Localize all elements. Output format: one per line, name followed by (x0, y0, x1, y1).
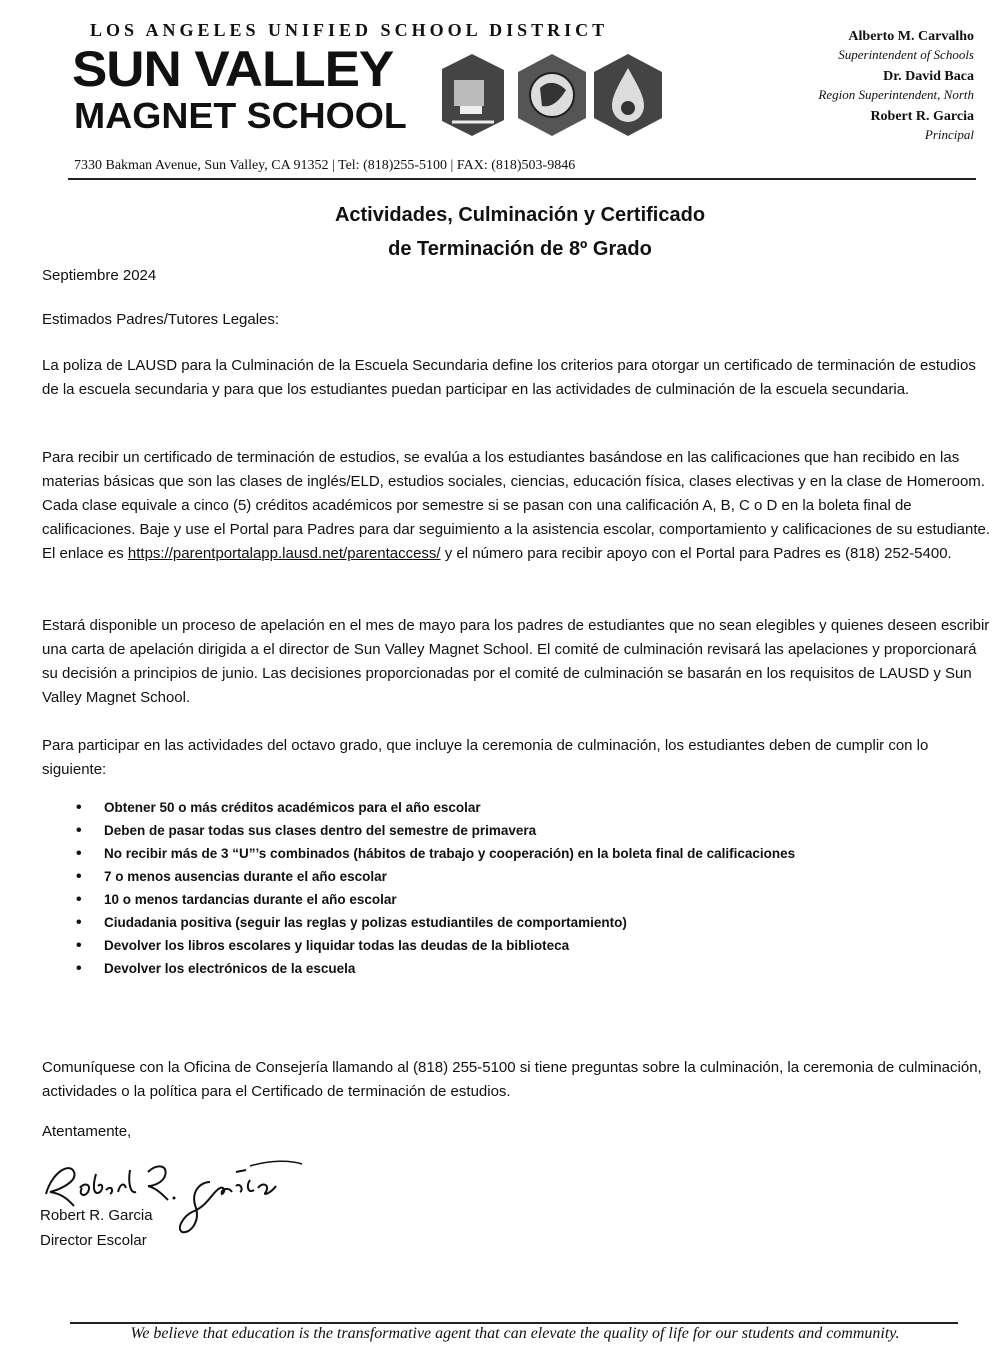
document-title-line2: de Terminación de 8º Grado (388, 238, 652, 260)
list-item: • 10 o menos tardancias durante el año escolar (64, 888, 795, 911)
paragraph-2 (42, 446, 990, 566)
paragraph-3: Estará disponible un proceso de apelación en el mes de mayo para los padres de estudiantes que no sean elegibles y quienes deseen escribir una carta de apelación dirigida a el director de Sun Valley Magnet School. El comité de culminación revisará las apelaciones y proporcionará su decisión a principios de junio. Las decisiones proporcionadas por el comité de culminación se basarán en los requisitos de LAUSD y Sun Valley Magnet School. (42, 617, 990, 706)
list-item: • Obtener 50 o más créditos académicos para el año escolar (64, 796, 795, 819)
official-title: Principal (924, 127, 974, 142)
salutation: Estimados Padres/Tutores Legales: (42, 311, 280, 328)
paragraph-1: La poliza de LAUSD para la Culminación de la Escuela Secundaria define los criterios para otorgar un certificado de terminación de estudios de la escuela secundaria y para que los estudiantes puedan participar en las actividades de culminación de la escuela secundaria. (42, 357, 976, 398)
official-name: Dr. David Baca (883, 69, 974, 84)
water-drop-logo-icon (594, 54, 662, 136)
list-item: • Devolver los libros escolares y liquidar todas las deudas de la biblioteca (64, 934, 795, 957)
school-logos (442, 50, 664, 140)
parent-portal-link[interactable]: https://parentportalapp.lausd.net/parentaccess/ (127, 545, 441, 562)
requirements-list (64, 796, 795, 980)
paragraph-2-text-end: y el número para recibir apoyo con el Portal para Padres es (818) 252-5400. (440, 545, 952, 562)
science-logo-icon (442, 54, 504, 136)
closing: Atentamente, (42, 1123, 132, 1140)
list-item: • Devolver los electrónicos de la escuela (64, 957, 795, 980)
paragraph-2-text: Para recibir un certificado de terminación de estudios, se evalúa a los estudiantes basándose en las calificaciones que han recibido en las materias básicas que son las clases de inglés/ELD, estudios sociales, ciencias, educación física, clases electivas y en la clase de Homeroom. Cada clase equivale a cinco (5) créditos académicos por semestre si se pasan con una calificación A, B, C o D en la boleta final de calificaciones. Baje y use el Portal para Padres para dar seguimiento a la asistencia escolar, comportamiento y calificaciones de su estudiante. El enlace es (42, 449, 991, 562)
district-name: LOS ANGELES UNIFIED SCHOOL DISTRICT (90, 20, 609, 40)
header-divider (68, 178, 976, 180)
list-item: • 7 o menos ausencias durante el año escolar (64, 865, 795, 888)
official-title: Superintendent of Schools (838, 47, 974, 62)
official-title: Region Superintendent, North (818, 87, 974, 102)
school-name-line1: SUN VALLEY (72, 41, 394, 97)
official-name: Alberto M. Carvalho (848, 29, 974, 44)
signer-title: Director Escolar (40, 1232, 147, 1249)
document-title-line1: Actividades, Culminación y Certificado (334, 204, 706, 226)
officials-list (818, 28, 974, 148)
school-name-line2: MAGNET SCHOOL (74, 95, 407, 136)
list-item: • Deben de pasar todas sus clases dentro del semestre de primavera (64, 819, 795, 842)
school-address: 7330 Bakman Avenue, Sun Valley, CA 91352 | Tel: (818)255-5100 | FAX: (818)503-9846 (74, 158, 576, 173)
list-item: • No recibir más de 3 “U”’s combinados (hábitos de trabajo y cooperación) en la boleta final de calificaciones (64, 842, 795, 865)
paragraph-4: Para participar en las actividades del octavo grado, que incluye la ceremonia de culminación, los estudiantes deben de cumplir con lo siguiente: (42, 737, 929, 778)
footer-motto: We believe that education is the transformative agent that can elevate the quality of life for our students and community. (130, 1325, 900, 1342)
globe-logo-icon (518, 54, 586, 136)
official-name: Robert R. Garcia (870, 109, 974, 124)
signature-image (40, 1152, 310, 1244)
list-item: • Ciudadania positiva (seguir las reglas y polizas estudiantiles de comportamiento) (64, 911, 795, 934)
footer-divider (70, 1322, 958, 1324)
paragraph-5: Comuníquese con la Oficina de Consejería llamando al (818) 255-5100 si tiene preguntas sobre la culminación, la ceremonia de culminación, actividades o la política para el Certificado de terminación de estudios. (42, 1059, 982, 1100)
signer-name: Robert R. Garcia (40, 1207, 153, 1224)
letter-date: Septiembre 2024 (42, 267, 157, 284)
